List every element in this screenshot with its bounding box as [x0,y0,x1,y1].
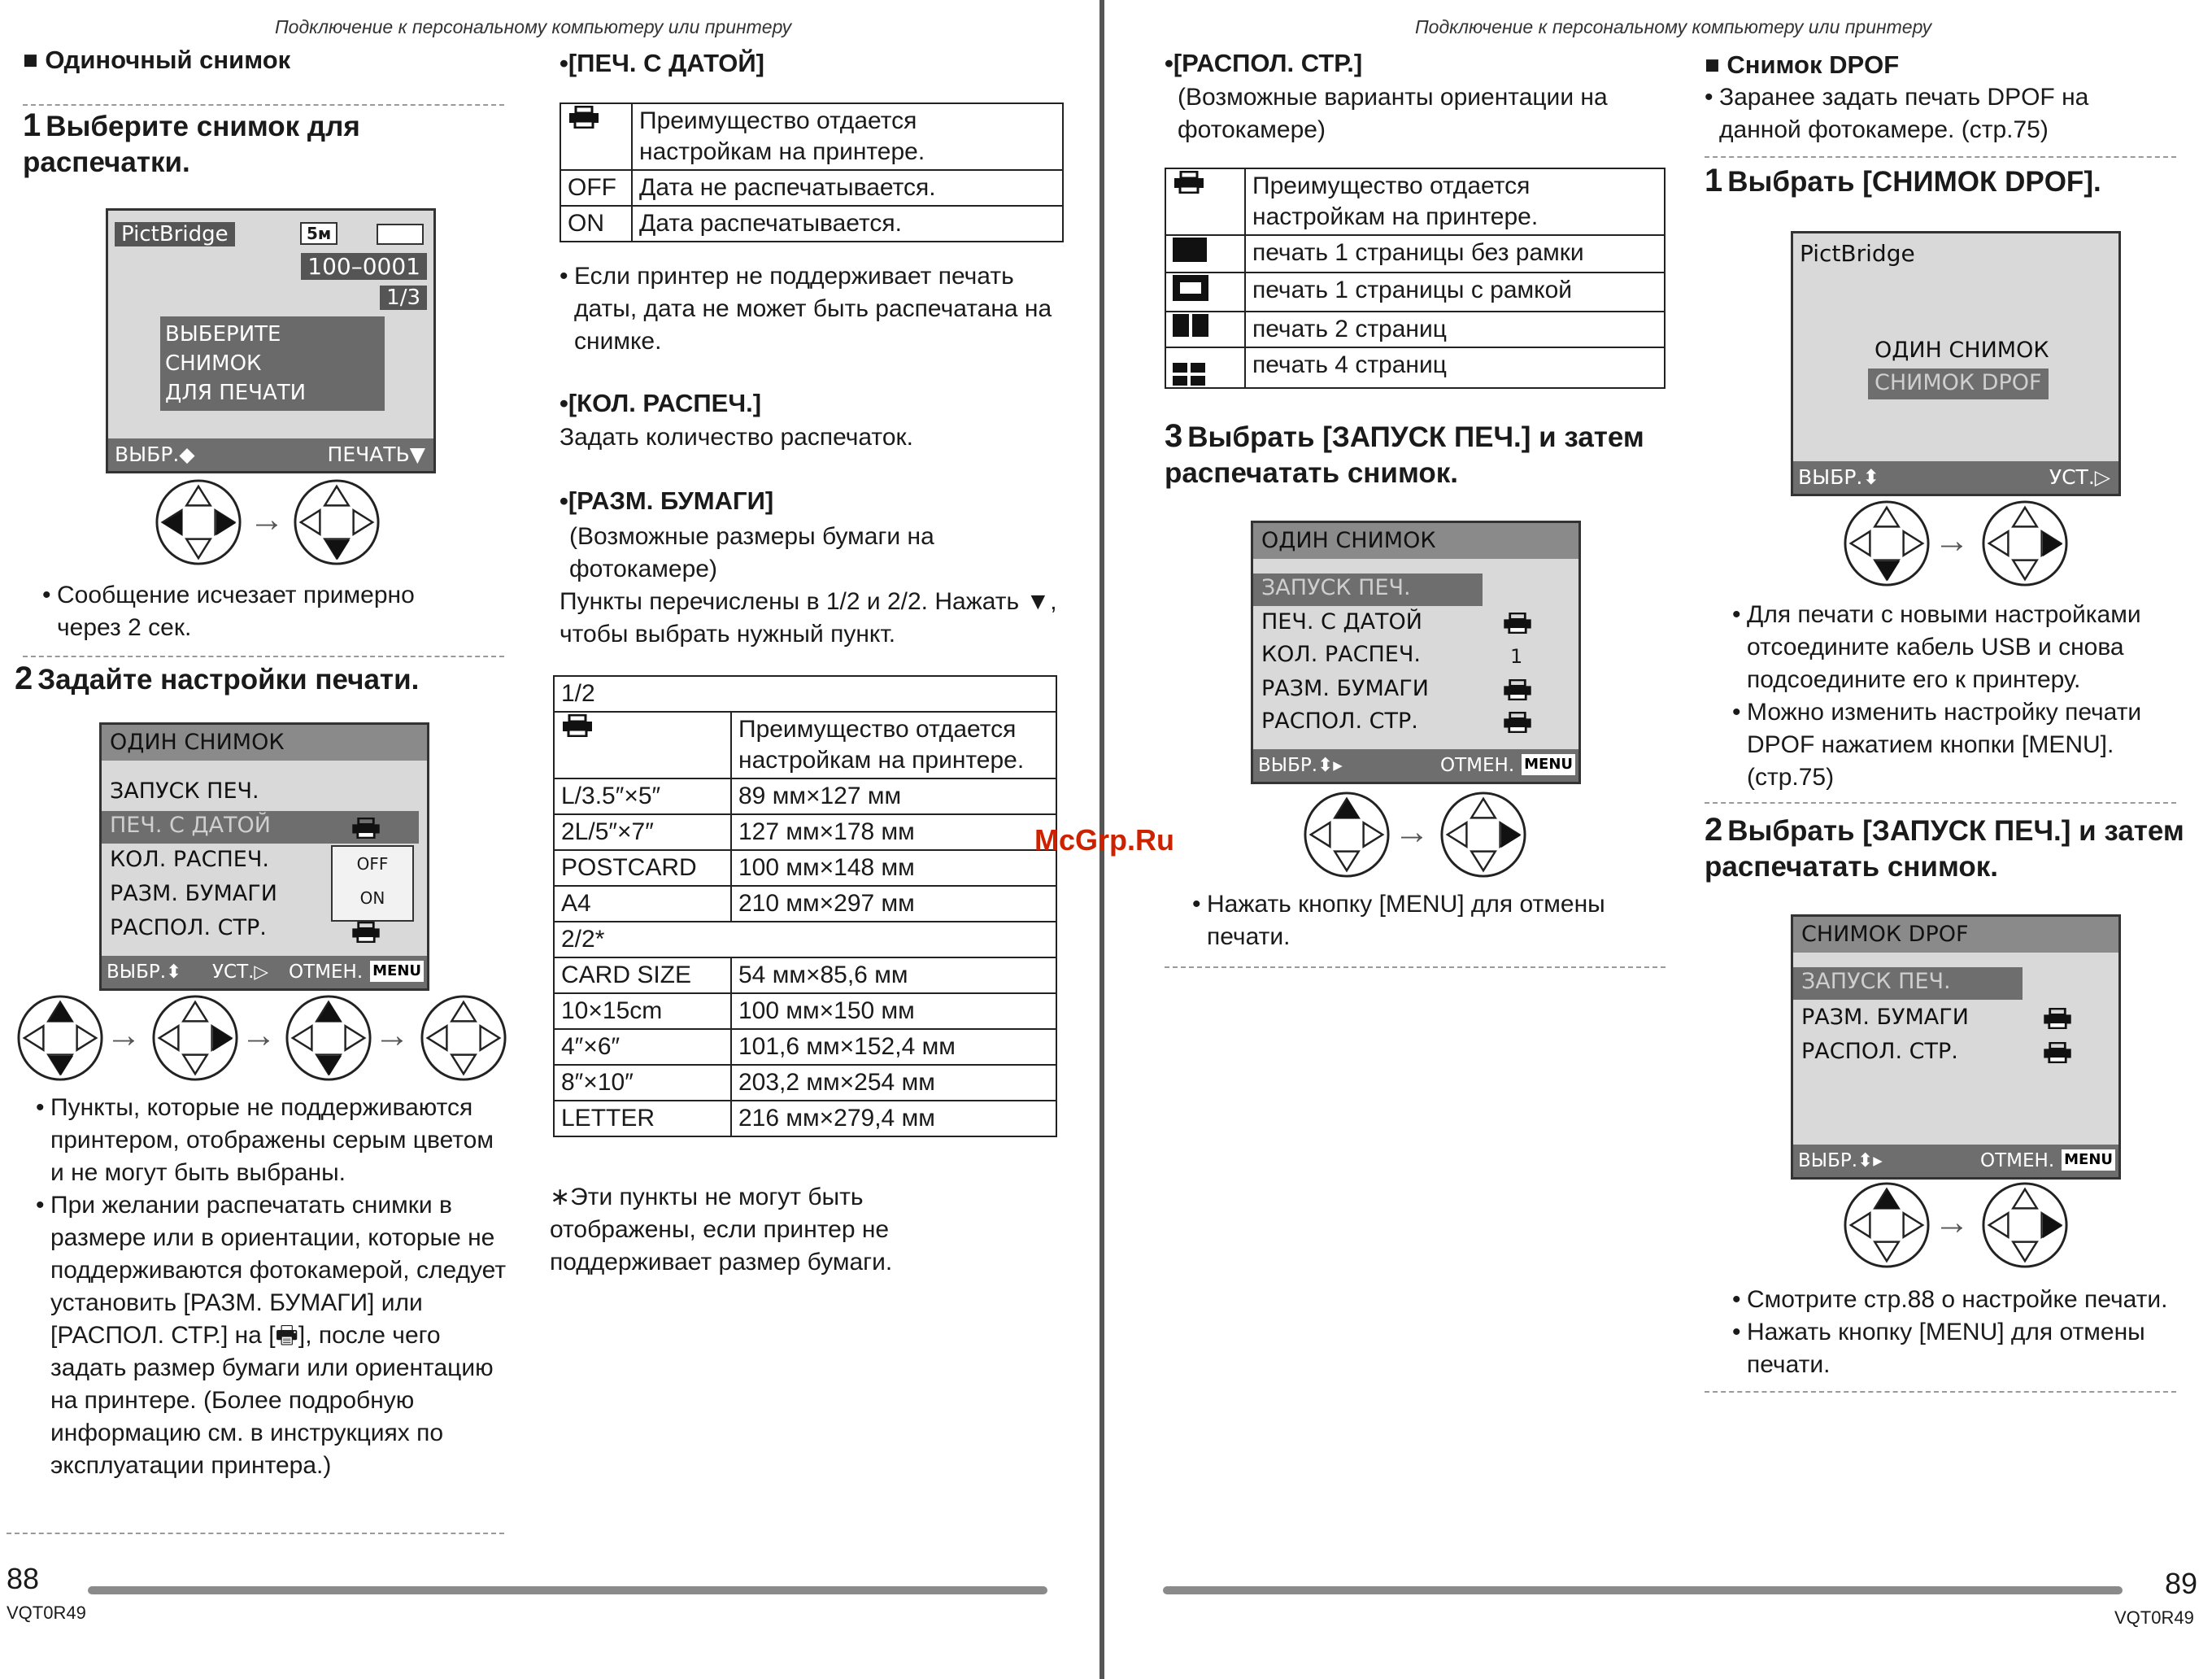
table-cell [554,712,731,778]
page-number: 88 [7,1562,40,1595]
menu-item-selected: ЗАПУСК ПЕЧ. [1261,575,1411,600]
page-bar [1163,1586,2123,1594]
dpad-right-icon [1981,1181,2069,1269]
note-list [36,1092,507,1482]
screen-bottom-bar [1793,461,2118,494]
divider [1705,802,2176,804]
table-cell: 100 мм×148 мм [731,850,1056,886]
layout-four-pages-icon [1173,363,1205,386]
set-hint: УСТ.▷ [2049,465,2110,489]
table-cell: 127 мм×178 мм [731,814,1056,850]
screen-title: ОДИН СНИМОК [102,725,427,761]
page-indicator: 1/3 [380,286,427,310]
menu-badge: MENU [2062,1149,2115,1171]
table-cell: 89 мм×127 мм [731,778,1056,814]
dpad-up-icon [1303,791,1391,879]
step-2 [15,661,486,698]
arrow-right-icon: → [106,1015,142,1055]
table-cell [1165,235,1245,273]
table-row [560,103,1063,170]
dpad-down-icon [1843,499,1931,587]
table-cell: A4 [554,886,731,922]
popup-option: ON [359,888,385,908]
printer-icon [561,714,594,737]
message-line: ДЛЯ ПЕЧАТИ [165,381,307,405]
paper-setting-title: •[РАЗМ. БУМАГИ] [560,486,774,515]
table-cell: 210 мм×297 мм [731,886,1056,922]
note-list [1732,1284,2204,1381]
menu-item: КОЛ. РАСПЕЧ. [1261,642,1421,667]
menu-item: КОЛ. РАСПЕЧ. [110,847,269,872]
select-hint: ВЫБР.⬍ [1798,465,1880,489]
table-cell: печать 1 страницы без рамки [1245,235,1665,273]
table-row [554,712,1056,778]
arrow-right-icon: → [1934,521,1970,560]
table-row [554,1101,1056,1136]
note-item: • Для печати с новыми настройками отсоедините кабель USB и снова подсоедините его к принтеру. [1732,599,2188,696]
arrow-right-icon: → [1394,812,1430,852]
step-number: 2 [15,661,33,696]
count-setting-text: Задать количество распечаток. [560,424,913,451]
table-cell: ON [560,206,632,242]
resolution-badge: 5м [300,222,337,245]
arrow-right-icon: → [249,499,285,539]
table-row [554,676,1056,712]
arrow-right-icon: → [1934,1202,1970,1242]
cancel-hint: ОТМЕН. [1980,1150,2055,1171]
dpad-updown-icon [285,994,372,1082]
note-item: • Если принтер не поддерживает печать даты, дата не может быть распечатана на снимке. [560,260,1064,358]
table-cell: 54 мм×85,6 мм [731,957,1056,993]
menu-item: ОДИН СНИМОК [1875,338,2049,363]
document-code: VQT0R49 [2114,1607,2194,1628]
note-item: • Пункты, которые не поддерживаются принтером, отображены серым цветом и не могут быть выбраны. [36,1092,507,1189]
menu-item: РАСПОЛ. СТР. [1261,709,1418,734]
popup-option: OFF [356,854,389,874]
layout-borderless-icon [1173,238,1207,262]
table-cell: печать 2 страниц [1245,312,1665,347]
layout-setting-title: •[РАСПОЛ. СТР.] [1165,49,1363,77]
printer-icon [2042,1008,2073,1029]
screen-title: ОДИН СНИМОК [1253,523,1578,559]
pictbridge-label: PictBridge [115,222,235,246]
note-list [560,260,1064,358]
table-cell: 10×15cm [554,993,731,1029]
menu-item: РАЗМ. БУМАГИ [1261,676,1429,701]
cancel-hint: ОТМЕН. [289,962,364,983]
table-row [554,1065,1056,1101]
note-list [42,579,465,644]
step-number: 1 [23,107,41,143]
count-value: 1 [1510,645,1523,668]
page-header: Подключение к персональному компьютеру или принтеру [275,16,792,37]
message-line: ВЫБЕРИТЕ СНИМОК [165,322,281,376]
menu-item-selected: ПЕЧ. С ДАТОЙ [110,813,271,838]
date-popup [331,845,414,922]
menu-item: ПЕЧ. С ДАТОЙ [1261,609,1422,635]
camera-screen-pictbridge-dpof [1791,231,2121,496]
step-1 [23,107,446,181]
table-row [1165,312,1665,347]
divider [7,1533,504,1534]
page-number: 89 [2165,1567,2198,1600]
battery-icon [377,224,424,245]
note-item: • Сообщение исчезает примерно через 2 сек. [42,579,465,644]
table-cell [560,103,632,170]
menu-item-selected: СНИМОК DPOF [1875,370,2042,395]
date-setting-title: •[ПЕЧ. С ДАТОЙ] [560,49,764,77]
printer-icon [1502,712,1533,733]
table-cell: 101,6 мм×152,4 мм [731,1029,1056,1065]
note-item: • Нажать кнопку [MENU] для отмены печати. [1192,888,1664,953]
section-title-single: ■ Одиночный снимок [23,46,291,74]
table-cell: Дата распечатывается. [632,206,1063,242]
screen-bottom-bar [102,956,427,988]
table-cell: Преимущество отдается настройкам на принтере. [731,712,1056,778]
dpad-right-icon [151,994,239,1082]
select-hint: ВЫБР.⬍▸ [1258,755,1343,776]
select-message [160,316,385,411]
table-row [554,957,1056,993]
table-row [554,1029,1056,1065]
screen-bottom-bar [1793,1145,2118,1177]
table-row [1165,273,1665,312]
menu-badge: MENU [370,961,424,982]
divider [1705,1391,2176,1393]
note-item: • Заранее задать печать DPOF на данной фотокамере. (стр.75) [1705,81,2160,146]
dpof-step-1 [1705,163,2192,200]
select-hint: ВЫБР.⬍▸ [1798,1150,1883,1171]
pictbridge-label: PictBridge [1800,240,1915,267]
layout-options-table [1165,168,1666,389]
printer-icon [2042,1042,2073,1063]
divider [1165,966,1666,968]
paper-size-table [553,675,1057,1137]
printer-icon [351,922,381,943]
layout-two-pages-icon [1192,314,1208,337]
menu-item: РАСПОЛ. СТР. [1801,1039,1958,1064]
table-cell: 8″×10″ [554,1065,731,1101]
screen-bottom-bar [1253,749,1578,782]
arrow-right-icon: → [241,1015,276,1055]
menu-item: РАСПОЛ. СТР. [110,915,267,940]
divider [1705,156,2176,158]
select-hint: ВЫБР.◆ [115,443,195,466]
page-header: Подключение к персональному компьютеру или принтеру [1415,16,1932,37]
dpad-right-icon [1439,791,1527,879]
table-cell [1165,347,1245,388]
printer-icon [1502,679,1533,700]
table-cell [1165,273,1245,312]
table-row [560,170,1063,206]
table-row [554,850,1056,886]
note-item: • Можно изменить настройку печати DPOF нажатием кнопки [MENU]. (стр.75) [1732,696,2188,794]
note-list [1705,81,2160,146]
table-cell: POSTCARD [554,850,731,886]
menu-item: ЗАПУСК ПЕЧ. [110,778,259,804]
menu-item: РАЗМ. БУМАГИ [110,881,277,906]
camera-screen-single-print [1251,521,1581,784]
dpad-up-icon [1843,1181,1931,1269]
dpof-step-2 [1705,812,2209,885]
camera-screen-dpof [1791,914,2121,1180]
cancel-hint: ОТМЕН. [1440,755,1515,776]
table-cell: LETTER [554,1101,731,1136]
paper-setting-text: Пункты перечислены в 1/2 и 2/2. Нажать ▼, чтобы выбрать нужный пункт. [560,588,1057,648]
step-text: Выбрать [ЗАПУСК ПЕЧ.] и затем распечатать снимок. [1165,421,1644,489]
table-cell: CARD SIZE [554,957,731,993]
camera-screen-pictbridge [106,208,436,473]
page-bar [88,1586,1047,1594]
printer-icon [1173,171,1205,194]
screen-title: СНИМОК DPOF [1793,917,2118,953]
step-text: Выбрать [СНИМОК DPOF]. [1727,166,2101,198]
date-options-table [560,102,1064,242]
note-list [1192,888,1664,953]
table-cell [1165,312,1245,347]
divider [23,104,504,106]
document-code: VQT0R49 [7,1603,86,1623]
step-text: Выбрать [ЗАПУСК ПЕЧ.] и затем распечатать снимок. [1705,815,2184,883]
table-cell: OFF [560,170,632,206]
table-row [554,814,1056,850]
dpad-updown-icon [16,994,104,1082]
table-cell: 2L/5″×7″ [554,814,731,850]
printer-icon [568,106,600,129]
table-row [554,886,1056,922]
step-number: 1 [1705,163,1723,198]
layout-bordered-icon [1173,275,1208,301]
divider [23,656,504,657]
layout-two-pages-icon [1173,314,1189,337]
step-number: 3 [1165,418,1183,454]
footnote: ∗Эти пункты не могут быть отображены, если принтер не поддерживает размер бумаги. [550,1184,893,1276]
table-cell: 4″×6″ [554,1029,731,1065]
table-page-label: 1/2 [554,676,1056,712]
camera-screen-single [99,722,429,991]
table-row [554,778,1056,814]
count-setting-title: •[КОЛ. РАСПЕЧ.] [560,389,762,417]
table-cell: 216 мм×279,4 мм [731,1101,1056,1136]
menu-badge: MENU [1522,754,1575,775]
table-row [560,206,1063,242]
note-list [1732,599,2188,794]
printer-icon [351,818,381,839]
table-cell: 203,2 мм×254 мм [731,1065,1056,1101]
table-page-label: 2/2* [554,922,1056,957]
table-row [554,993,1056,1029]
file-number: 100–0001 [301,253,427,280]
table-row [1165,168,1665,235]
table-row [1165,235,1665,273]
step-text: Выберите снимок для распечатки. [23,111,360,178]
table-cell: печать 1 страницы с рамкой [1245,273,1665,312]
arrow-right-icon: → [374,1015,410,1055]
table-cell: Дата не распечатывается. [632,170,1063,206]
dpad-icon [420,994,507,1082]
step-3 [1165,418,1669,491]
note-item: • При желании распечатать снимки в размере или в ориентации, которые не поддерживаются фотокамерой, следует установить [РАЗМ. БУМАГИ] или [РАСПОЛ. СТР.] на [🖶], после чего задать размер бумаги или ориентацию на принтере. (Более подробную информацию см. в инструкциях по эксплуатации принтера.) [36,1189,507,1482]
table-cell: Преимущество отдается настройкам на принтере. [1245,168,1665,235]
layout-setting-subtitle: (Возможные варианты ориентации на фотокамере) [1178,84,1608,143]
paper-setting-subtitle: (Возможные размеры бумаги на фотокамере) [569,523,934,582]
table-cell [1165,168,1245,235]
dpad-down-icon [293,478,381,566]
menu-item: РАЗМ. БУМАГИ [1801,1005,1969,1030]
print-hint: ПЕЧАТЬ▼ [327,443,425,466]
dpad-left-icon [155,478,242,566]
watermark: McGrp.Ru [1034,823,1175,857]
select-hint: ВЫБР.⬍ [107,962,182,983]
dpad-right-icon [1981,499,2069,587]
table-row [554,922,1056,957]
screen-bottom-bar [108,438,433,471]
note-item: • Нажать кнопку [MENU] для отмены печати. [1732,1316,2204,1381]
set-hint: УСТ.▷ [212,962,269,983]
menu-item-selected: ЗАПУСК ПЕЧ. [1801,969,1951,994]
table-row [1165,347,1665,388]
step-text: Задайте настройки печати. [37,664,420,696]
section-title-dpof: ■ Снимок DPOF [1705,50,1900,79]
table-cell: L/3.5″×5″ [554,778,731,814]
table-cell: 100 мм×150 мм [731,993,1056,1029]
printer-icon [1502,613,1533,634]
note-item: • Смотрите стр.88 о настройке печати. [1732,1284,2204,1316]
table-cell: печать 4 страниц [1245,347,1665,388]
step-number: 2 [1705,812,1723,848]
table-cell: Преимущество отдается настройкам на принтере. [632,103,1063,170]
